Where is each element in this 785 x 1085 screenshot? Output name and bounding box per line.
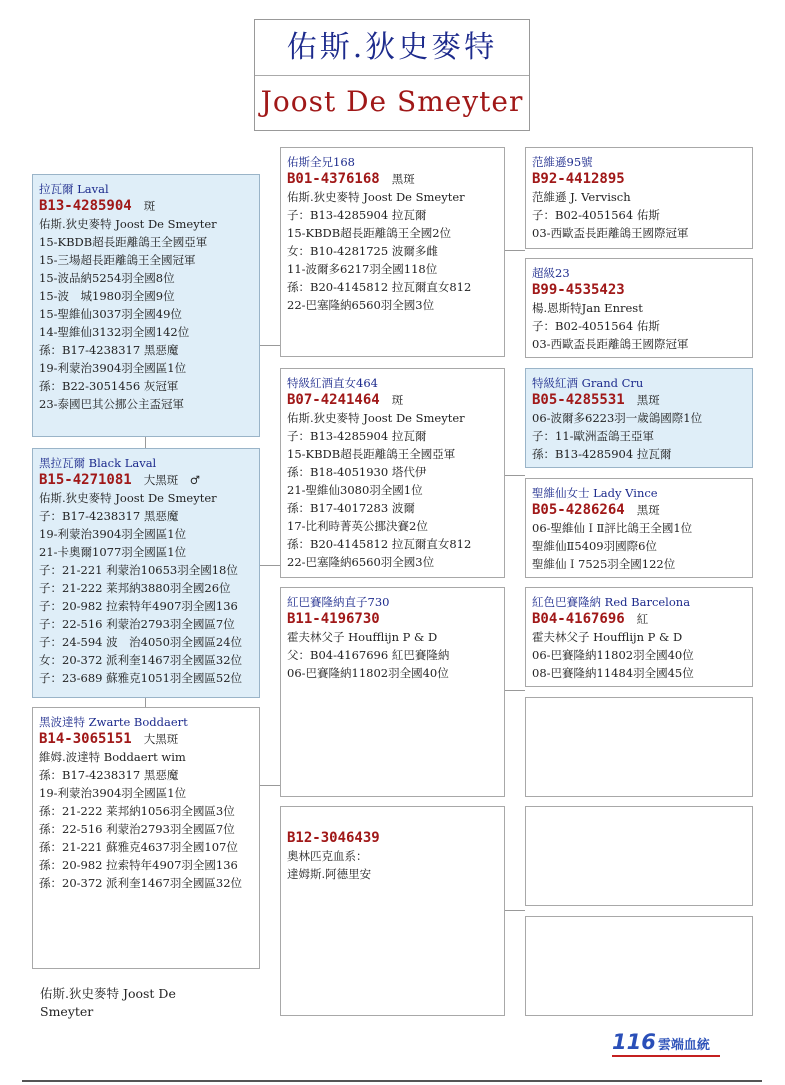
ring-number: B92-4412895: [532, 171, 625, 187]
ring-number: B15-4271081: [39, 472, 132, 488]
record-line: 父：B04-4167696 紅巴賽隆納: [287, 648, 450, 662]
record-line: 范維遜 J. Vervisch: [532, 190, 631, 204]
record-line: 孫：B17-4238317 黑惡魔: [39, 343, 179, 357]
record-line: 15-三場超長距離鴿王全國冠軍: [39, 253, 196, 267]
bird-name: 黑波達特 Zwarte Boddaert: [39, 715, 188, 729]
bird-name: 黑拉瓦爾 Black Laval: [39, 456, 157, 470]
record-line: 佑斯.狄史麥特 Joost De Smeyter: [39, 491, 217, 505]
connector-line: [259, 345, 280, 346]
bird-name: 拉瓦爾 Laval: [39, 182, 109, 196]
record-line: 孫：B22-3051456 灰冠軍: [39, 379, 179, 393]
bird-color: 大黑斑: [143, 732, 179, 746]
ring-number: B99-4535423: [532, 282, 625, 298]
record-line: 06-巴賽隆納11802羽全國40位: [532, 648, 694, 662]
ring-number: B05-4286264: [532, 502, 625, 518]
record-line: 孫：B13-4285904 拉瓦爾: [532, 447, 672, 461]
record-line: 08-巴賽隆納11484羽全國45位: [532, 666, 694, 680]
record-line: 15-KBDB超長距離鴿王全國2位: [287, 226, 452, 240]
connector-line: [145, 437, 146, 448]
record-line: 17-比利時菁英公挪決賽2位: [287, 519, 428, 533]
record-line: 23-泰國巴其公挪公主盃冠軍: [39, 397, 185, 411]
ring-number: B07-4241464: [287, 392, 380, 408]
owner-name: [40, 985, 230, 1021]
record-line: 聖維仙Ⅱ5409羽國際6位: [532, 539, 657, 553]
pedigree-card-gen3-1[interactable]: [525, 147, 753, 249]
record-line: 楊.恩斯特Jan Enrest: [532, 301, 643, 315]
logo-number: 116: [612, 1030, 656, 1054]
record-line: 孫：21-222 莱邦納1056羽全國區3位: [39, 804, 235, 818]
record-line: 19-利蒙治3904羽全國區1位: [39, 361, 187, 375]
pedigree-card-gen2-4[interactable]: [280, 806, 505, 1016]
record-line: 霍夫林父子 Houfflijn P & D: [532, 630, 683, 644]
record-line: 06-波爾多6223羽一歲鴿國際1位: [532, 411, 703, 425]
record-line: 06-聖維仙ＩⅡ評比鴿王全國1位: [532, 521, 693, 535]
record-line: 19-利蒙治3904羽全國區1位: [39, 527, 187, 541]
pedigree-title-box: [254, 19, 530, 131]
record-line: 孫：22-516 利蒙治2793羽全國區7位: [39, 822, 235, 836]
record-line: 15-KBDB超長距離鴿王全國亞軍: [39, 235, 208, 249]
pedigree-card-gen3-5[interactable]: [525, 587, 753, 687]
bird-color: 大黑斑 ♂: [143, 473, 201, 487]
record-line: 子：B13-4285904 拉瓦爾: [287, 429, 427, 443]
pedigree-card-gen2-2[interactable]: [280, 368, 505, 578]
record-line: 孫：20-982 拉索特年4907羽全國136: [39, 858, 238, 872]
connector-line: [504, 250, 525, 251]
ring-number: B13-4285904: [39, 198, 132, 214]
record-line: 達姆斯.阿德里安: [287, 867, 372, 881]
record-line: 06-巴賽隆納11802羽全國40位: [287, 666, 449, 680]
pedigree-card-gen3-7-empty[interactable]: [525, 806, 753, 906]
record-line: 子：20-982 拉索特年4907羽全國136: [39, 599, 238, 613]
record-line: 子：21-221 利蒙治10653羽全國18位: [39, 563, 238, 577]
pedigree-card-grandsire[interactable]: [32, 448, 260, 698]
pedigree-title-en: Joost De Smeyter: [260, 85, 524, 118]
record-line: 子：B17-4238317 黑惡魔: [39, 509, 179, 523]
pedigree-card-gen2-1[interactable]: [280, 147, 505, 357]
bird-name: 范維遜95號: [532, 155, 593, 169]
pedigree-title-cn: 佑斯.狄史麥特: [255, 20, 529, 76]
bird-color: 黑斑: [636, 503, 660, 517]
logo-underline: [612, 1055, 720, 1057]
record-line: 子：B02-4051564 佑斯: [532, 208, 660, 222]
pedigree-card-gen3-6-empty[interactable]: [525, 697, 753, 797]
bottom-divider: [22, 1080, 762, 1082]
pedigree-card-dam[interactable]: [32, 707, 260, 969]
connector-line: [259, 785, 280, 786]
pedigree-card-gen3-2[interactable]: [525, 258, 753, 358]
bird-name: 特級紅酒直女464: [287, 376, 378, 390]
pedigree-card-gen3-4[interactable]: [525, 478, 753, 578]
pedigree-card-sire[interactable]: [32, 174, 260, 437]
record-line: 佑斯.狄史麥特 Joost De Smeyter: [287, 190, 465, 204]
record-line: 孫：20-372 派利奎1467羽全國區32位: [39, 876, 243, 890]
ring-number: B05-4285531: [532, 392, 625, 408]
connector-line: [145, 698, 146, 707]
record-line: 子：21-222 莱邦納3880羽全國26位: [39, 581, 231, 595]
record-line: 21-卡奧爾1077羽全國區1位: [39, 545, 187, 559]
record-line: 佑斯.狄史麥特 Joost De Smeyter: [287, 411, 465, 425]
record-line: 孫：B17-4238317 黑惡魔: [39, 768, 179, 782]
bird-color: 黑斑: [636, 393, 660, 407]
record-line: 孫：B20-4145812 拉瓦爾直女812: [287, 280, 472, 294]
logo-text: 雲端血統: [657, 1038, 710, 1053]
record-line: 佑斯.狄史麥特 Joost De Smeyter: [39, 217, 217, 231]
record-line: 03-西歐盃長距離鴿王國際冠軍: [532, 226, 689, 240]
record-line: 孫：B18-4051930 塔代伊: [287, 465, 427, 479]
record-line: 15-KBDB超長距離鴿王全國亞軍: [287, 447, 456, 461]
ring-number: B04-4167696: [532, 611, 625, 627]
record-line: 子：B02-4051564 佑斯: [532, 319, 660, 333]
owner-name-line1: 佑斯.狄史麥特 Joost De: [40, 986, 176, 1001]
ring-number: B12-3046439: [287, 830, 380, 846]
bird-color: 斑: [391, 393, 404, 407]
record-line: 奧林匹克血系：: [287, 849, 368, 863]
record-line: 維姆.波達特 Boddaert wim: [39, 750, 186, 764]
record-line: 14-聖維仙3132羽全國142位: [39, 325, 190, 339]
pedigree-card-gen2-3[interactable]: [280, 587, 505, 797]
record-line: 聖維仙Ｉ7525羽全國122位: [532, 557, 676, 571]
record-line: 21-聖維仙3080羽全國1位: [287, 483, 423, 497]
record-line: 11-波爾多6217羽全國118位: [287, 262, 438, 276]
record-line: 子：23-689 蘇雅克1051羽全國區52位: [39, 671, 243, 685]
ring-number: B01-4376168: [287, 171, 380, 187]
pedigree-card-gen3-8-empty[interactable]: [525, 916, 753, 1016]
record-line: 03-西歐盃長距離鴿王國際冠軍: [532, 337, 689, 351]
bird-name: 特級紅酒 Grand Cru: [532, 376, 644, 390]
connector-line: [504, 475, 525, 476]
record-line: 女：20-372 派利奎1467羽全國區32位: [39, 653, 243, 667]
record-line: 女：B10-4281725 波爾多雌: [287, 244, 438, 258]
record-line: 22-巴塞隆納6560羽全國3位: [287, 555, 435, 569]
record-line: 孫：B17-4017283 波爾: [287, 501, 415, 515]
bird-name: 超級23: [532, 266, 570, 280]
record-line: 孫：B20-4145812 拉瓦爾直女812: [287, 537, 472, 551]
record-line: 22-巴塞隆納6560羽全國3位: [287, 298, 435, 312]
bird-name: 聖維仙女士 Lady Vince: [532, 486, 658, 500]
bird-color: 紅: [636, 612, 649, 626]
bird-name: 紅巴賽隆納直子730: [287, 595, 390, 609]
ring-number: B14-3065151: [39, 731, 132, 747]
bird-name: 佑斯全兄168: [287, 155, 355, 169]
connector-line: [504, 690, 525, 691]
record-line: 子：22-516 利蒙治2793羽全國區7位: [39, 617, 235, 631]
connector-line: [504, 910, 525, 911]
ring-number: B11-4196730: [287, 611, 380, 627]
bird-color: 黑斑: [391, 172, 415, 186]
record-line: 子：11-歐洲盃鴿王亞軍: [532, 429, 655, 443]
site-logo[interactable]: [612, 1030, 710, 1056]
connector-line: [259, 565, 280, 566]
record-line: 子：24-594 波 治4050羽全國區24位: [39, 635, 243, 649]
record-line: 15-波 城1980羽全國9位: [39, 289, 175, 303]
record-line: 19-利蒙治3904羽全國區1位: [39, 786, 187, 800]
record-line: 15-聖維仙3037羽全國49位: [39, 307, 182, 321]
pedigree-card-gen3-3[interactable]: [525, 368, 753, 468]
record-line: 15-波品納5254羽全國8位: [39, 271, 175, 285]
record-line: 子：B13-4285904 拉瓦爾: [287, 208, 427, 222]
record-line: 孫：21-221 蘇雅克4637羽全國107位: [39, 840, 238, 854]
record-line: 霍夫林父子 Houfflijn P & D: [287, 630, 438, 644]
bird-name: 紅色巴賽隆納 Red Barcelona: [532, 595, 691, 609]
owner-name-line2: Smeyter: [40, 1004, 94, 1019]
bird-color: 斑: [143, 199, 156, 213]
